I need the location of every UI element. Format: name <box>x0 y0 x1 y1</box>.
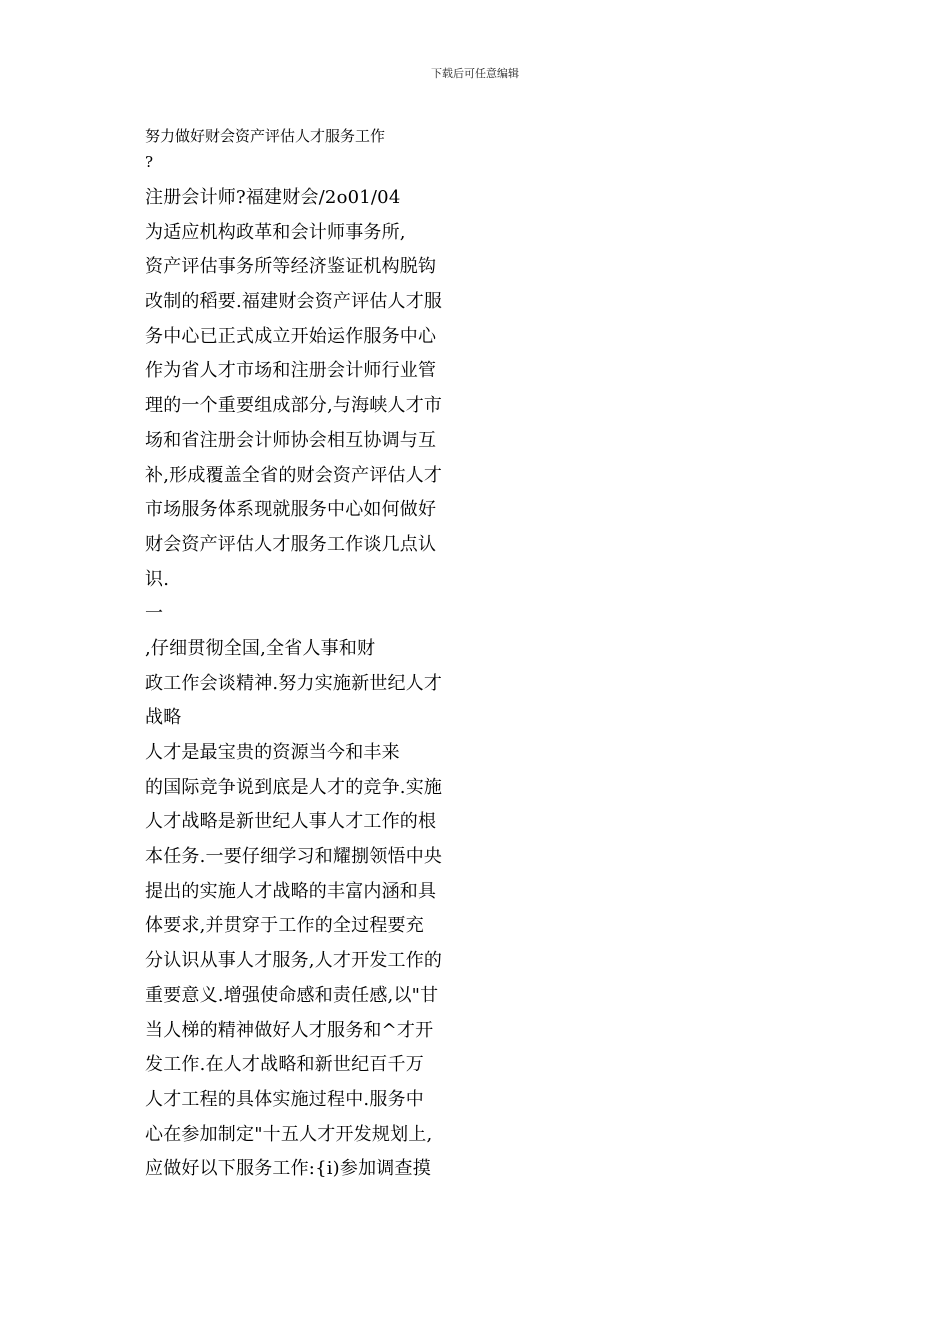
section-number: 一 <box>145 603 164 625</box>
body-line: 资产评估事务所等经济鉴证机构脱钩 <box>145 256 437 278</box>
body-line: 人才是最宝贵的资源当今和丰来 <box>145 742 400 763</box>
body-line: 发工作.在人才战略和新世纪百千万 <box>145 1054 424 1076</box>
section-heading-line: ,仔细贯彻全国,全省人事和财 <box>145 637 376 659</box>
body-line: 财会资产评估人才服务工作谈几点认 <box>145 533 437 555</box>
body-line: 的国际竞争说到底是人才的竞争.实施 <box>145 776 443 798</box>
body-line: 注册会计师?福建财会/2o01/04 <box>145 187 401 208</box>
body-line: 本任务.一要仔细学习和耀捌领悟中央 <box>145 846 443 868</box>
body-line: 作为省人才市场和注册会计师行业管 <box>145 360 437 382</box>
body-line: 体要求,并贯穿于工作的全过程要充 <box>145 915 424 937</box>
body-line: 理的一个重要组成部分,与海峡人才市 <box>145 395 443 417</box>
body-line: 重要意义.增强使命感和责任感,以"甘 <box>145 984 439 1006</box>
section-heading-line: 政工作会谈精神.努力实施新世纪人才 <box>145 672 443 694</box>
section-heading-line: 战略 <box>145 707 182 729</box>
body-line: 改制的稻要.福建财会资产评估人才服 <box>145 291 443 313</box>
page-header-note: 下载后可任意编辑 <box>431 67 519 80</box>
body-line: 识. <box>145 568 170 590</box>
body-line: 务中心已正式成立开始运作服务中心 <box>145 325 437 347</box>
document-title: 努力做好财会资产评估人才服务工作 <box>145 127 386 145</box>
body-line: 分认识从事人才服务,人才开发工作的 <box>145 950 443 972</box>
body-line: 市场服务体系现就服务中心如何做好 <box>145 499 437 521</box>
body-line: 场和省注册会计师协会相互协调与互 <box>145 429 437 451</box>
body-line: 应做好以下服务工作:{i)参加调查摸 <box>145 1158 431 1180</box>
body-line: 提出的实施人才战略的丰富内涵和具 <box>145 880 437 902</box>
body-line: 为适应机构政革和会计师事务所, <box>145 221 406 243</box>
body-line: 当人梯的精神做好人才服务和^才开 <box>145 1019 434 1041</box>
body-line: 补,形成覆盖全省的财会资产评估人才 <box>145 464 443 486</box>
document-body <box>145 181 475 1187</box>
body-line: 人才工程的具体实施过程中.服务中 <box>145 1088 424 1110</box>
body-line: 心在参加制定"十五人才开发规划上, <box>145 1123 433 1145</box>
body-line: 人才战略是新世纪人事人才工作的根 <box>145 811 437 833</box>
title-question-mark: ? <box>145 153 154 171</box>
